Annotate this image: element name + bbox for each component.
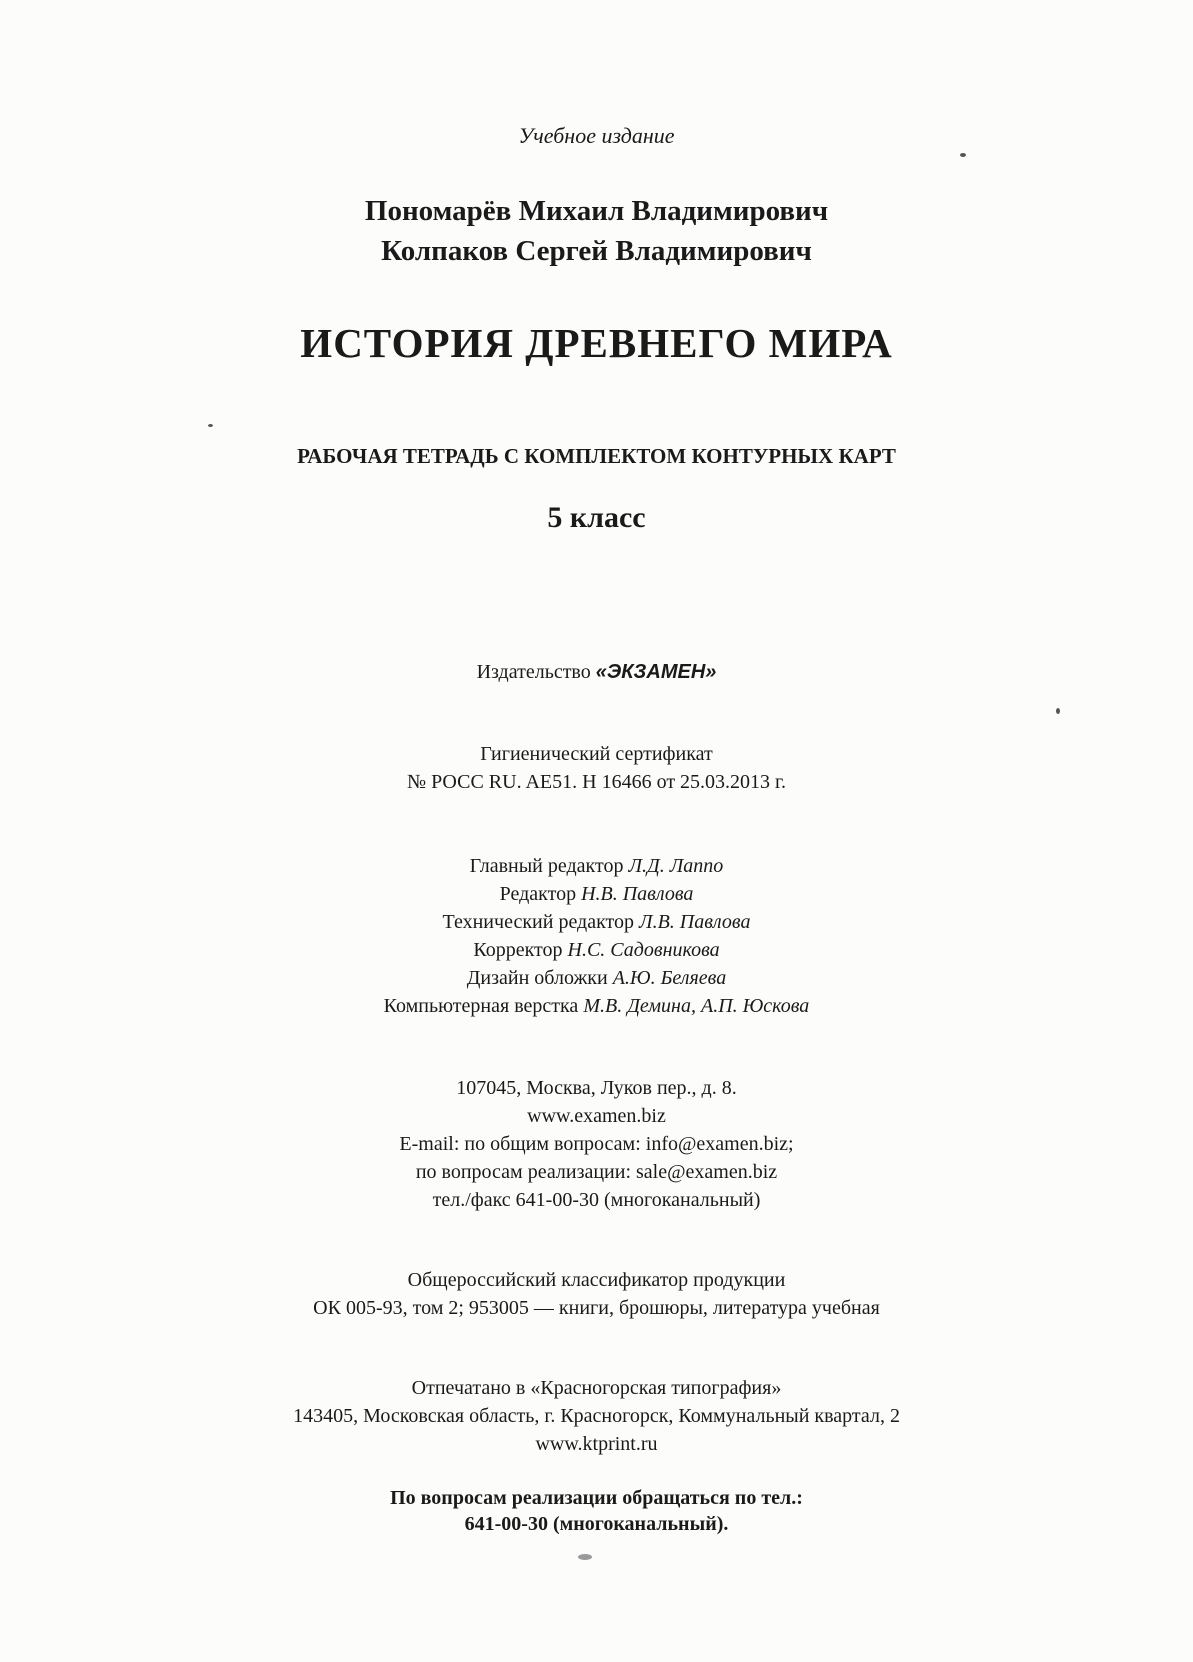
credit-role: Редактор	[499, 883, 582, 905]
author-2: Колпаков Сергей Владимирович	[381, 235, 812, 267]
credit-tech-editor	[0, 910, 1193, 934]
book-title: ИСТОРИЯ ДРЕВНЕГО МИРА	[300, 320, 893, 366]
publisher-address: 107045, Москва, Луков пер., д. 8.	[456, 1077, 737, 1099]
credit-person: М.В. Демина, А.П. Юскова	[583, 995, 810, 1017]
credit-role: Главный редактор	[469, 855, 629, 877]
publisher-website: www.examen.biz	[527, 1105, 666, 1127]
credit-editor	[0, 882, 1193, 906]
credit-layout	[0, 994, 1193, 1018]
printed-at: Отпечатано в «Красногорская типография»	[411, 1377, 782, 1399]
printer-address: 143405, Московская область, г. Красногорск, Коммунальный квартал, 2	[293, 1405, 900, 1427]
series-title: РАБОЧАЯ ТЕТРАДЬ С КОМПЛЕКТОМ КОНТУРНЫХ КАРТ	[297, 444, 896, 468]
credit-cover-design	[0, 966, 1193, 990]
certificate-label: Гигиенический сертификат	[480, 743, 713, 765]
publisher-line	[0, 660, 1193, 684]
credit-person: Л.В. Павлова	[639, 911, 751, 933]
publisher-prefix: Издательство	[476, 661, 596, 683]
certificate-number: № РОСС RU. AE51. H 16466 от 25.03.2013 г.	[406, 771, 787, 793]
grade-label: 5 класс	[547, 501, 646, 534]
publisher-phone: тел./факс 641-00-30 (многоканальный)	[432, 1189, 761, 1211]
scan-speck	[1056, 708, 1060, 714]
classifier-code: ОК 005-93, том 2; 953005 — книги, брошюры, литература учебная	[313, 1297, 880, 1319]
credit-proofreader	[0, 938, 1193, 962]
credit-role: Технический редактор	[442, 911, 640, 933]
credit-person: Л.Д. Лаппо	[628, 855, 724, 877]
credit-role: Корректор	[473, 939, 568, 961]
credit-person: Н.В. Павлова	[581, 883, 694, 905]
sales-note-line1: По вопросам реализации обращаться по тел.:	[390, 1487, 803, 1509]
edition-type: Учебное издание	[518, 123, 675, 148]
sales-note-line2: 641-00-30 (многоканальный).	[464, 1513, 729, 1535]
scan-speck	[578, 1554, 592, 1560]
credit-person: Н.С. Садовникова	[567, 939, 720, 961]
email-general: E-mail: по общим вопросам: info@examen.biz;	[399, 1133, 794, 1155]
scan-speck	[960, 153, 966, 157]
printer-website: www.ktprint.ru	[535, 1433, 658, 1455]
credit-chief-editor	[0, 854, 1193, 878]
scan-speck	[208, 424, 213, 427]
email-sales: по вопросам реализации: sale@examen.biz	[415, 1161, 778, 1183]
publisher-name: «ЭКЗАМЕН»	[595, 661, 717, 683]
credit-role: Дизайн обложки	[466, 967, 613, 989]
credit-person: А.Ю. Беляева	[612, 967, 727, 989]
classifier-label: Общероссийский классификатор продукции	[407, 1269, 786, 1291]
author-1: Пономарёв Михаил Владимирович	[364, 195, 829, 227]
credit-role: Компьютерная верстка	[383, 995, 584, 1017]
